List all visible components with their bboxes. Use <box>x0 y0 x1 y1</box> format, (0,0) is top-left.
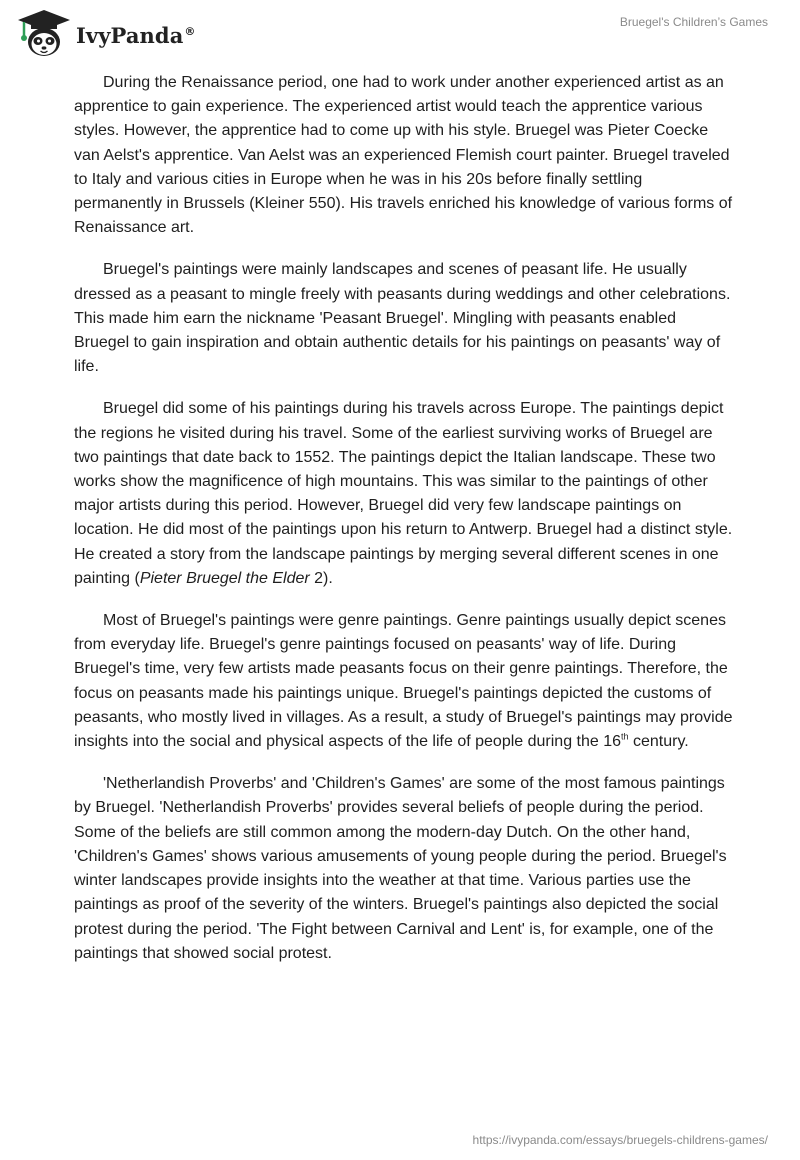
logo-text: IvyPanda® <box>76 22 196 48</box>
paragraph-peasant-life: Bruegel's paintings were mainly landscapes and scenes of peasant life. He usually dressed as a peasant to mingle freely with peasants during weddings and other celebrations. This made him earn the nickname 'Peasant Bruegel'. Mingling with peasants enabled Bruegel to gain inspiration and obtain authentic details for his paintings on peasants' way of life. <box>74 261 731 376</box>
citation-title: Pieter Bruegel the Elder <box>139 569 310 587</box>
paragraph-genre-paintings <box>74 609 734 754</box>
ordinal-superscript: th <box>621 731 629 742</box>
paragraph-travels-text: Bruegel did some of his paintings during his travels across Europe. The paintings depict the regions he visited during his travel. Some of the earliest surviving works of Bruegel are two paintings that date back to 1552. The paintings depict the Italian landscape. These two works show the magnificence of high mountains. This was similar to the paintings of other major artists during this period. However, Bruegel did very few landscape paintings on location. He did most of the paintings upon his return to Antwerp. Bruegel had a distinct style. He created a story from the landscape paintings by merging several different scenes in one painting ( <box>74 400 733 587</box>
source-url[interactable]: https://ivypanda.com/essays/bruegels-childrens-games/ <box>472 1133 768 1147</box>
panda-graduate-icon <box>14 6 74 60</box>
paragraph-apprenticeship: During the Renaissance period, one had to work under another experienced artist as an apprentice to gain experience. The experienced artist would teach the apprentice various styles. However, the apprentice had to come up with his style. Bruegel was Pieter Coecke van Aelst's apprentice. Van Aelst was an experienced Flemish court painter. Bruegel traveled to Italy and various cities in Europe when he was in his 20s before finally settling permanently in Brussels (Kleiner 550). His travels enriched his knowledge of various forms of Renaissance art. <box>74 74 733 237</box>
paragraph-genre-text: Most of Bruegel's paintings were genre paintings. Genre paintings usually depict scenes from everyday life. Bruegel's genre paintings focused on peasants' way of life. During Bruegel's time, very few artists made peasants focus on their genre paintings. Therefore, the focus on peasants made his paintings unique. Bruegel's paintings depicted the customs of peasants, who mostly lived in villages. As a result, a study of Bruegel's paintings may provide insights into the social and physical aspects of the life of people during the 16 <box>74 612 733 751</box>
paragraph-famous-works: 'Netherlandish Proverbs' and 'Children's Games' are some of the most famous paintings by Bruegel. 'Netherlandish Proverbs' provides several beliefs of people during the period. Some of the beliefs are still common among the modern-day Dutch. On the other hand, 'Children's Games' shows various amusements of young people during the period. Bruegel's winter landscapes provide insights into the weather at that time. Various parties use the paintings as proof of the severity of the winters. Bruegel's paintings also depicted the social protest during the period. 'The Fight between Carnival and Lent' is, for example, one of the paintings that showed social protest. <box>74 775 727 962</box>
page-header <box>0 0 800 70</box>
document-title: Bruegel's Children’s Games <box>619 15 768 29</box>
paragraph-genre-text-end: century. <box>628 733 689 751</box>
paragraph-travels <box>74 397 734 591</box>
paragraph-travels-text-end: 2). <box>309 569 333 587</box>
ivypanda-logo[interactable] <box>14 6 196 60</box>
essay-body <box>74 71 734 984</box>
